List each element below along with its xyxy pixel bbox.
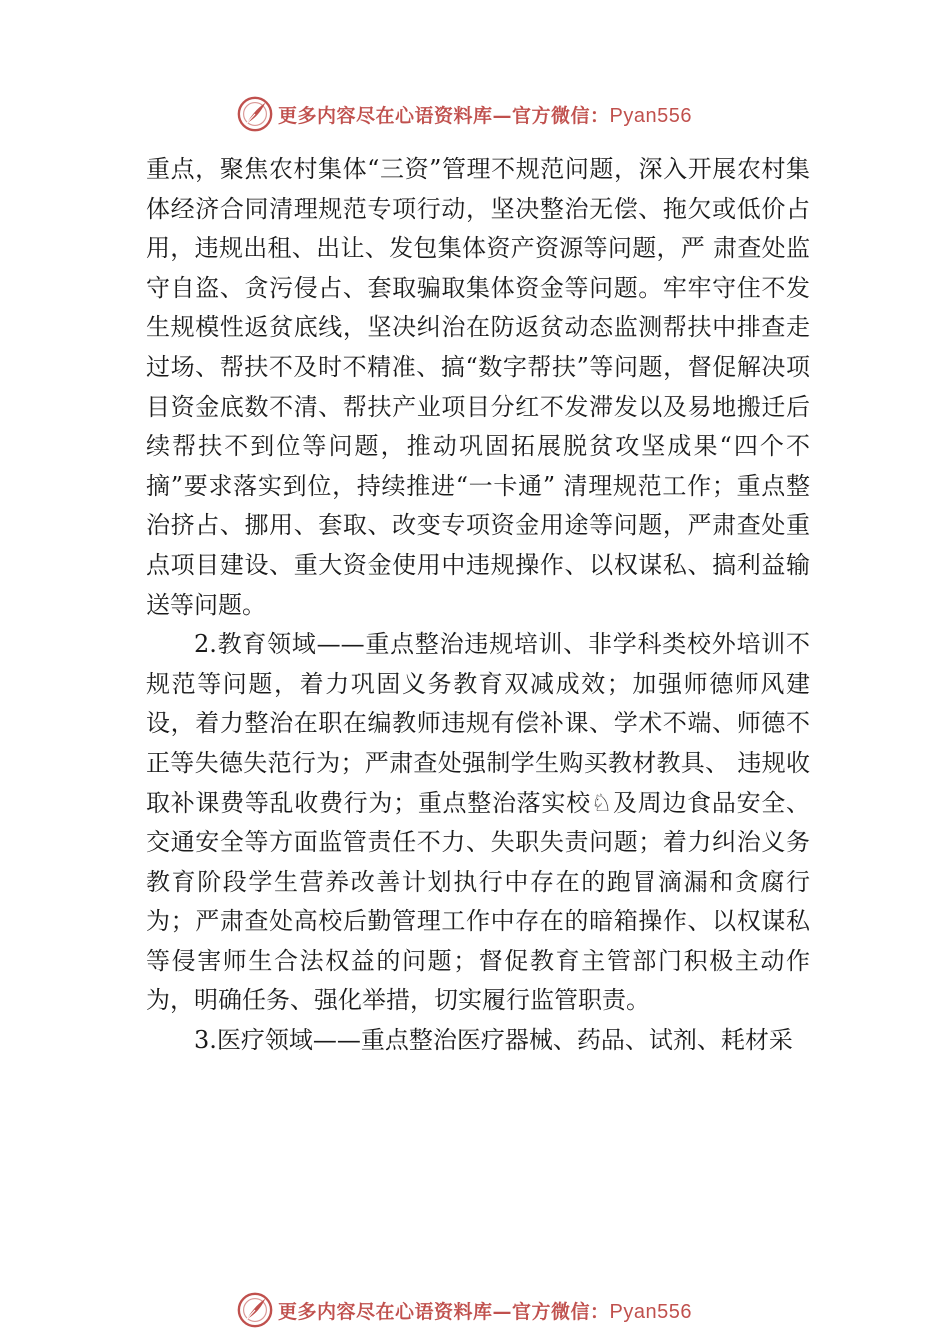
- quill-seal-icon: [236, 95, 274, 133]
- quill-seal-icon: [236, 1291, 274, 1329]
- paragraph-rural-assets: 重点，聚焦农村集体“三资”管理不规范问题，深入开展农村集体经济合同清理规范专项行动，坚决整治无偿、拖欠或低价占用，违规出租、出让、发包集体资产资源等问题，严 肃查处监守自盗、贪污侵占、套取骗取集体资金等问题。牢牢守住不发生规模性返贫底线，坚决纠治在防返贫动态监测帮扶中排查走过场、帮扶不及时不精准、搞“数字帮扶”等问题，督促解决项目资金底数不清、帮扶产业项目分红不发滞发以及易地搬迁后续帮扶不到位等问题，推动巩固拓展脱贫攻坚成果“四个不摘”要求落实到位，持续推进“一卡通” 清理规范工作；重点整治挤占、挪用、套取、改变专项资金用途等问题，严肃查处重点项目建设、重大资金使用中违规操作、以权谋私、搞利益输送等问题。: [146, 155, 810, 619]
- paragraph-education: 2.教育领域——重点整治违规培训、非学科类校外培训不规范等问题，着力巩固义务教育双减成效；加强师德师风建设，着力整治在职在编教师违规有偿补课、学术不端、师德不正等失德失范行为；严肃查处强制学生购买教材教具、 违规收取补课费等乱收费行为；重点整治落实校♘及周边食品安全、交通安全等方面监管责任不力、失职失责问题；着力纠治义务教育阶段学生营养改善计划执行中存在的跑冒滴漏和贪腐行为；严肃查处高校后勤管理工作中存在的暗箱操作、以权谋私等侵害师生合法权益的问题；督促教育主管部门积极主动作为，明确任务、强化举措，切实履行监管职责。: [146, 630, 810, 1015]
- footer-watermark: [236, 1290, 692, 1330]
- document-body: [146, 150, 810, 1061]
- watermark-text: 更多内容尽在心语资料库—官方微信：Pyan556: [278, 1300, 692, 1323]
- header-watermark: [236, 94, 692, 134]
- watermark-text: 更多内容尽在心语资料库—官方微信：Pyan556: [278, 104, 692, 127]
- paragraph-medical: 3.医疗领域——重点整治医疗器械、药品、试剂、耗材采: [194, 1026, 793, 1055]
